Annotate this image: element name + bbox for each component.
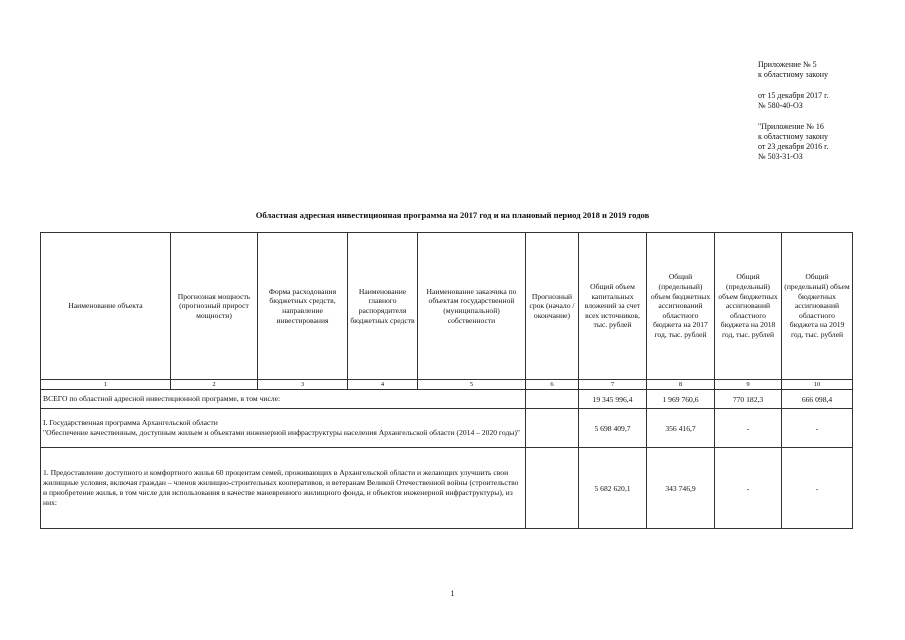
row-term [526,409,579,448]
header-cell: Наименование объекта [41,233,171,380]
row-2018: - [715,409,782,448]
annex-line: Приложение № 5 [758,60,817,69]
header-cell: Форма расходования бюджетных средств, направление инвестирования [258,233,348,380]
row-2017: 356 416,7 [647,409,715,448]
header-cell: Наименование заказчика по объектам государственной (муниципальной) собственности [418,233,526,380]
column-number: 9 [715,380,782,390]
header-cell: Наименование главного распорядителя бюджетных средств [348,233,418,380]
row-name: 1. Предоставление доступного и комфортного жилья 60 процентам семей, проживающих в Архангельской области и желающих улучшить свои жилищные условия, включая граждан – членов жилищно-строительных кооперативов, и ветеранам Великой Отечественной войны (строительство и приобретение жилья, в том числе для использования в качестве маневренного жилищного фонда, и объектов инженерной инфраструктуры), из них: [41,448,526,529]
row-total: 19 345 996,4 [579,390,647,409]
row-name: ВСЕГО по областной адресной инвестиционной программе, в том числе: [41,390,526,409]
row-2017: 343 746,9 [647,448,715,529]
row-total: 5 682 620,1 [579,448,647,529]
table-row [41,409,853,448]
header-row [41,233,853,380]
row-2018: - [715,448,782,529]
column-number: 10 [782,380,853,390]
column-number: 6 [526,380,579,390]
annex-line: "Приложение № 16 [758,122,824,131]
document-title: Областная адресная инвестиционная программа на 2017 год и на плановый период 2018 и 2019 годов [255,210,650,220]
row-2019: 666 098,4 [782,390,853,409]
row-2018: 770 182,3 [715,390,782,409]
header-cell: Прогнозный срок (начало / окончание) [526,233,579,380]
column-number: 7 [579,380,647,390]
column-number: 3 [258,380,348,390]
annex-line: от 23 декабря 2016 г. [758,142,829,151]
header-cell: Общий (предельный) объем бюджетных ассигнований областного бюджета на 2017 год, тыс. рублей [647,233,715,380]
row-2019: - [782,409,853,448]
annex-line: к областному закону [758,132,829,141]
header-cell: Общий объем капитальных вложений за счет всех источников, тыс. рублей [579,233,647,380]
annex-line: от 15 декабря 2017 г. [758,91,829,100]
column-number: 8 [647,380,715,390]
column-number-row [41,380,853,390]
column-number: 4 [348,380,418,390]
header-cell: Общий (предельный) объем бюджетных ассигнований областного бюджета на 2018 год, тыс. рублей [715,233,782,380]
column-number: 1 [41,380,171,390]
annex-line: к областному закону [758,70,829,79]
page-number: 1 [450,589,455,598]
header-cell: Общий (предельный) объем бюджетных ассигнований областного бюджета на 2019 год, тыс. рублей [782,233,853,380]
column-number: 5 [418,380,526,390]
investment-table [40,232,853,529]
annex-header [758,60,898,162]
table-row [41,448,853,529]
row-name: I. Государственная программа Архангельской области "Обеспечение качественным, доступным жильем и объектами инженерной инфраструктуры населения Архангельской области (2014 – 2020 годы)" [41,409,526,448]
row-2019: - [782,448,853,529]
column-number: 2 [171,380,258,390]
row-total: 5 698 409,7 [579,409,647,448]
annex-line: № 580-40-ОЗ [758,101,803,110]
header-cell: Прогнозная мощность (прогнозный прирост мощности) [171,233,258,380]
annex-line: № 503-31-ОЗ [758,152,803,161]
row-term [526,390,579,409]
row-term [526,448,579,529]
table-row [41,390,853,409]
row-2017: 1 969 760,6 [647,390,715,409]
